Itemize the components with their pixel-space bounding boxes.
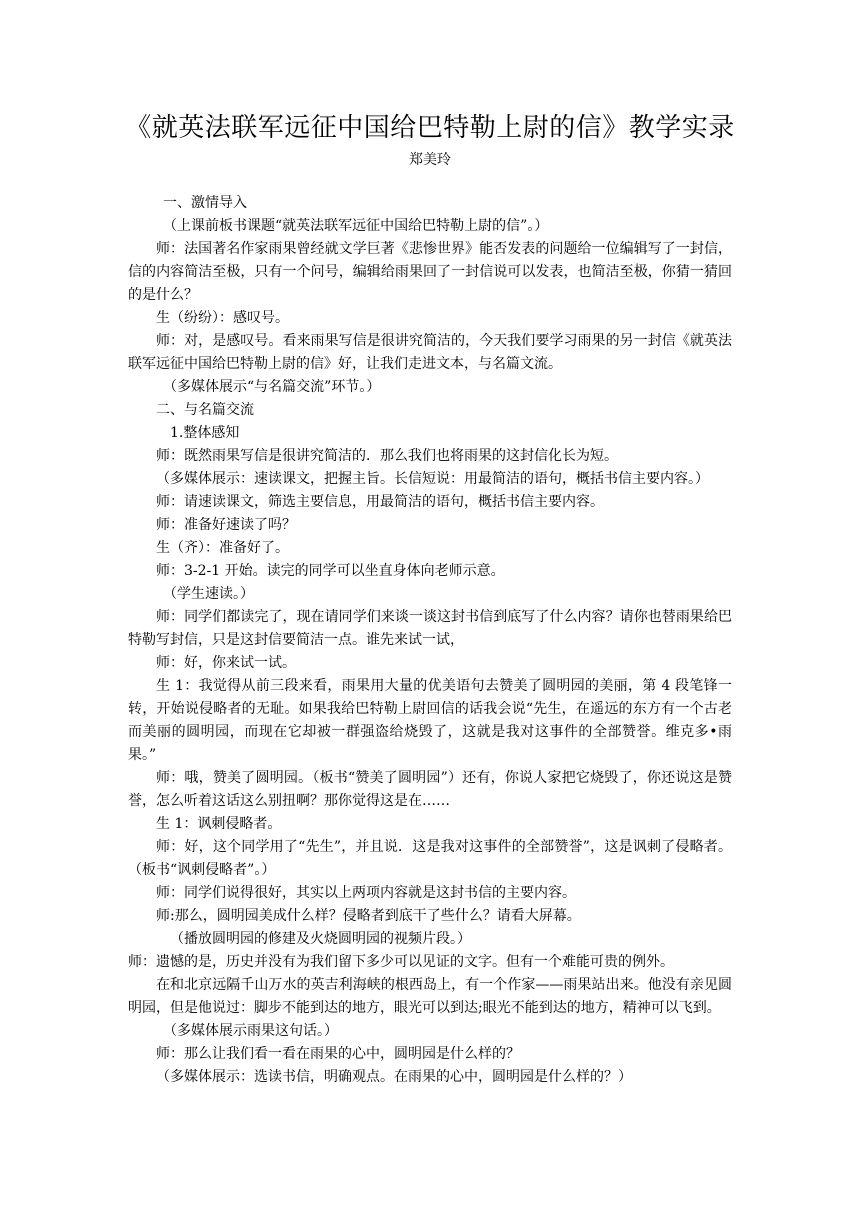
paragraph: 师：3-2-1 开始。读完的同学可以坐直身体向老师示意。 [156, 563, 505, 579]
paragraph: 1.整体感知 [170, 425, 240, 441]
paragraph: （多媒体展示雨果这句话。） [163, 1023, 338, 1039]
document-body [128, 192, 732, 1089]
paragraph: （多媒体展示：速读课文，把握主旨。长信短说：用最简洁的语句，概括书信主要内容。） [156, 471, 709, 487]
paragraph: 师：遗憾的是，历史并没有为我们留下多少可以见证的文字。但有一个难能可贵的例外。 [128, 954, 674, 970]
paragraph: （上课前板书课题“就英法联军远征中国给巴特勒上尉的信”。） [163, 218, 549, 234]
paragraph: 师：既然雨果写信是很讲究简洁的．那么我们也将雨果的这封信化长为短。 [156, 448, 618, 464]
paragraph: 师:那么，圆明园美成什么样？侵略者到底干了些什么？请看大屏幕。 [156, 908, 581, 924]
paragraph: （多媒体展示“与名篇交流”环节。） [163, 379, 381, 395]
paragraph: 师：请速读课文，筛选主要信息，用最简洁的语句，概括书信主要内容。 [156, 494, 604, 510]
paragraph: 在和北京远隔千山万水的英吉利海峡的根西岛上，有一个作家——雨果站出来。他没有亲见圆明园，但是他说过：脚步不能到达的地方，眼光可以到达;眼光不能到达的地方，精神可以飞到。 [128, 977, 732, 1016]
paragraph: 师：准备好速读了吗？ [156, 517, 296, 533]
paragraph: 一、激情导入 [163, 195, 247, 211]
paragraph: 二、与名篇交流 [156, 402, 254, 418]
paragraph: 师：法国著名作家雨果曾经就文学巨著《悲惨世界》能否发表的问题给一位编辑写了一封信，信的内容简洁至极，只有一个问号，编辑给雨果回了一封信说可以发表，也简洁至极，你猜一猜回的是什么？ [128, 241, 732, 303]
paragraph: 生 1：我觉得从前三段来看，雨果用大量的优美语句去赞美了圆明园的美丽，第 4 段笔锋一转，开始说侵略者的无耻。如果我给巴特勒上尉回信的话我会说“先生，在遥远的东方有一个古老而美丽的圆明园，而现在它却被一群强盗给烧毁了，这就是我对这事件的全部赞誉。维克多•雨果。” [128, 678, 732, 763]
paragraph: （学生速读。） [163, 586, 254, 602]
paragraph: （多媒体展示：选读书信，明确观点。在雨果的心中，圆明园是什么样的？） [156, 1069, 632, 1085]
document-author: 郑美玲 [409, 152, 451, 168]
paragraph: 生（齐）：准备好了。 [156, 540, 289, 556]
paragraph: 生（纷纷）：感叹号。 [156, 310, 289, 326]
paragraph: 师：同学们说得很好，其实以上两项内容就是这封书信的主要内容。 [156, 885, 576, 901]
paragraph: 师：那么让我们看一看在雨果的心中，圆明园是什么样的？ [156, 1046, 520, 1062]
paragraph: 师：哦，赞美了圆明园。（板书“赞美了圆明园”）还有，你说人家把它烧毁了，你还说这是赞誉，怎么听着这话这么别扭啊？那你觉得这是在…… [128, 770, 732, 809]
paragraph: 生 1：讽刺侵略者。 [156, 816, 282, 832]
paragraph: 师：好，这个同学用了“先生”，并且说．这是我对这事件的全部赞誉”，这是讽刺了侵略者。（板书“讽刺侵略者”。） [128, 839, 732, 878]
document-title: 《就英法联军远征中国给巴特勒上尉的信》教学实录 [125, 113, 735, 143]
paragraph: （播放圆明园的修建及火烧圆明园的视频片段。） [170, 931, 471, 947]
paragraph: 师：同学们都读完了，现在请同学们来谈一谈这封书信到底写了什么内容？请你也替雨果给巴特勒写封信，只是这封信要简洁一点。谁先来试一试， [128, 609, 732, 648]
paragraph: 师：好，你来试一试。 [156, 655, 296, 671]
paragraph: 师：对，是感叹号。看来雨果写信是很讲究简洁的，今天我们要学习雨果的另一封信《就英法联军远征中国给巴特勒上尉的信》好，让我们走进文本，与名篇文流。 [128, 333, 732, 372]
